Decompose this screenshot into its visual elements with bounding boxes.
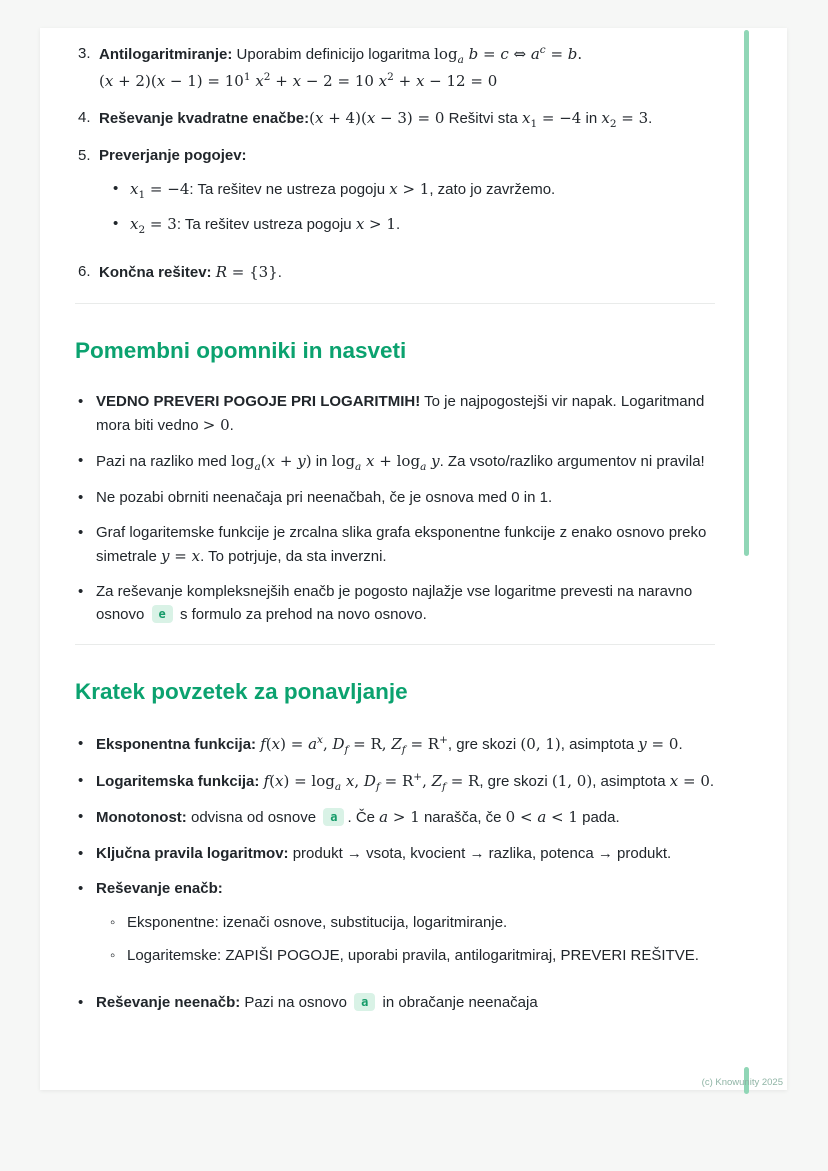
- list-item-text: Pazi na razliko med $\log_a(x + y)$ in $\log_a x + \log_a y$. Za vsoto/razliko argumentov ni pravila!: [96, 452, 705, 474]
- step-line: Preverjanje pogojev:: [99, 146, 247, 164]
- list-number: 5.: [78, 146, 91, 164]
- bullet-icon: [78, 487, 96, 510]
- step-line: Reševanje kvadratne enačbe:(x + 4)(x − 3) = 0 Rešitvi sta $x_1 = -4$ in $x_2 = 3$.: [99, 109, 653, 130]
- list-item-title: Reševanje enačb:: [96, 880, 223, 897]
- list-item-step-4: [78, 107, 715, 131]
- section-divider: [75, 303, 715, 304]
- bullet-icon: [113, 213, 130, 237]
- list-item: [78, 878, 715, 979]
- bullet-icon: [78, 806, 96, 830]
- sub-item-text: $x_2 = 3$: Ta rešitev ustreza pogoju x > 1.: [130, 214, 401, 236]
- list-item-text: Eksponentna funkcija: $f(x) = a^x$, $D_f = R$, $Z_f = R^+$, gre skozi (0, 1), asimptota y = 0.: [96, 734, 683, 756]
- list-item-text: Ključna pravila logaritmov: produkt → vsota, kvocient → razlika, potenca → produkt.: [96, 844, 672, 862]
- step-line: Antilogaritmiranje: Uporabim definicijo logaritma $\log_a b = c$ ⇔ $a^c = b$.: [99, 44, 583, 66]
- circle-bullet-icon: [110, 945, 127, 968]
- list-item-step-3: [78, 43, 715, 93]
- bullet-icon: [113, 178, 130, 202]
- list-item: [78, 992, 715, 1015]
- list-item-text: [96, 878, 715, 979]
- list-item-text: Graf logaritemske funkcije je zrcalna slika grafa eksponentne funkcije z enako osnovo preko simetrale y = x. To potrjuje, da sta inverzni.: [96, 524, 707, 565]
- copyright-text: (c) Knowunity 2025: [701, 1077, 783, 1088]
- bullet-icon: [78, 843, 96, 866]
- sub-item-text: Eksponentne: izenači osnove, substitucija, logaritmiranje.: [127, 913, 508, 931]
- bullet-icon: [78, 878, 96, 979]
- list-item: [78, 522, 715, 568]
- list-item: [78, 487, 715, 510]
- bullet-icon: [78, 770, 96, 794]
- list-item: [78, 843, 715, 866]
- sub-list-item: [110, 945, 715, 968]
- section-heading-povzetek: Kratek povzetek za ponavljanje: [75, 679, 408, 705]
- list-item-step-6: [78, 261, 715, 285]
- list-item-text: VEDNO PREVERI POGOJE PRI LOGARITMIH! To je najpogostejši vir napak. Logaritmand mora biti vedno > 0.: [96, 393, 705, 434]
- sub-item-text: Logaritemske: ZAPIŠI POGOJE, uporabi pravila, antilogaritmiraj, PREVERI REŠITVE.: [127, 947, 699, 964]
- list-item: [78, 450, 715, 474]
- bullet-icon: [78, 391, 96, 437]
- bullet-icon: [78, 733, 96, 757]
- list-item: [78, 806, 715, 830]
- step-text: [99, 261, 715, 285]
- sub-list-item: [113, 213, 715, 237]
- list-item-text: Za reševanje kompleksnejših enačb je pogosto najlažje vse logaritme prevesti na naravno osnovo e s formulo za prehod na novo osnovo.: [96, 583, 693, 623]
- list-item: [78, 770, 715, 794]
- list-item: [78, 391, 715, 437]
- list-item-step-5: [78, 145, 715, 248]
- step-text: [99, 145, 715, 248]
- circle-bullet-icon: [110, 912, 127, 935]
- step-line: Končna rešitev: R = {3}.: [99, 263, 282, 281]
- sub-list-item: [110, 912, 715, 935]
- list-item-text: Logaritemska funkcija: $f(x) = \log_a x$, $D_f = R^+$, $Z_f = R$, gre skozi (1, 0), asimptota x = 0.: [96, 770, 715, 793]
- document-page: [40, 28, 787, 1090]
- scrollbar-thumb-top[interactable]: [744, 30, 749, 556]
- sub-item-text: $x_1 = -4$: Ta rešitev ne ustreza pogoju x > 1, zato jo zavržemo.: [130, 180, 556, 201]
- bullet-icon: [78, 992, 96, 1015]
- section-divider: [75, 644, 715, 645]
- bullet-icon: [78, 522, 96, 568]
- list-number: 4.: [78, 109, 91, 126]
- sub-list-item: [113, 178, 715, 202]
- list-item: [78, 733, 715, 757]
- bullet-icon: [78, 581, 96, 626]
- list-item-text: Monotonost: odvisna od osnove a . Če a > 1 narašča, če 0 < a < 1 pada.: [96, 808, 620, 826]
- inline-code-chip: a: [323, 808, 344, 826]
- step-text: [99, 43, 715, 93]
- inline-code-chip: e: [152, 605, 173, 623]
- step-text: [99, 107, 715, 131]
- section-heading-opomniki: Pomembni opomniki in nasveti: [75, 337, 407, 363]
- list-item-text: Reševanje neenačb: Pazi na osnovo a in obračanje neenačaja: [96, 993, 538, 1011]
- list-number: 6.: [78, 263, 91, 280]
- inline-code-chip: a: [354, 993, 375, 1011]
- reminders-list: [78, 391, 715, 626]
- list-item-text: Ne pozabi obrniti neenačaja pri neenačbah, če je osnova med 0 in 1.: [96, 488, 553, 506]
- nested-sublist: [110, 912, 715, 968]
- step-sublist: [113, 178, 715, 236]
- solution-steps-list: [78, 43, 715, 285]
- bullet-icon: [78, 450, 96, 474]
- step-formula: $(x + 2)(x - 1) = 10^1$ $x^2 + x - 2 = 10$ $x^2 + x - 12 = 0$: [99, 70, 498, 90]
- list-item: [78, 581, 715, 626]
- summary-list: [78, 733, 715, 1014]
- list-number: 3.: [78, 45, 91, 62]
